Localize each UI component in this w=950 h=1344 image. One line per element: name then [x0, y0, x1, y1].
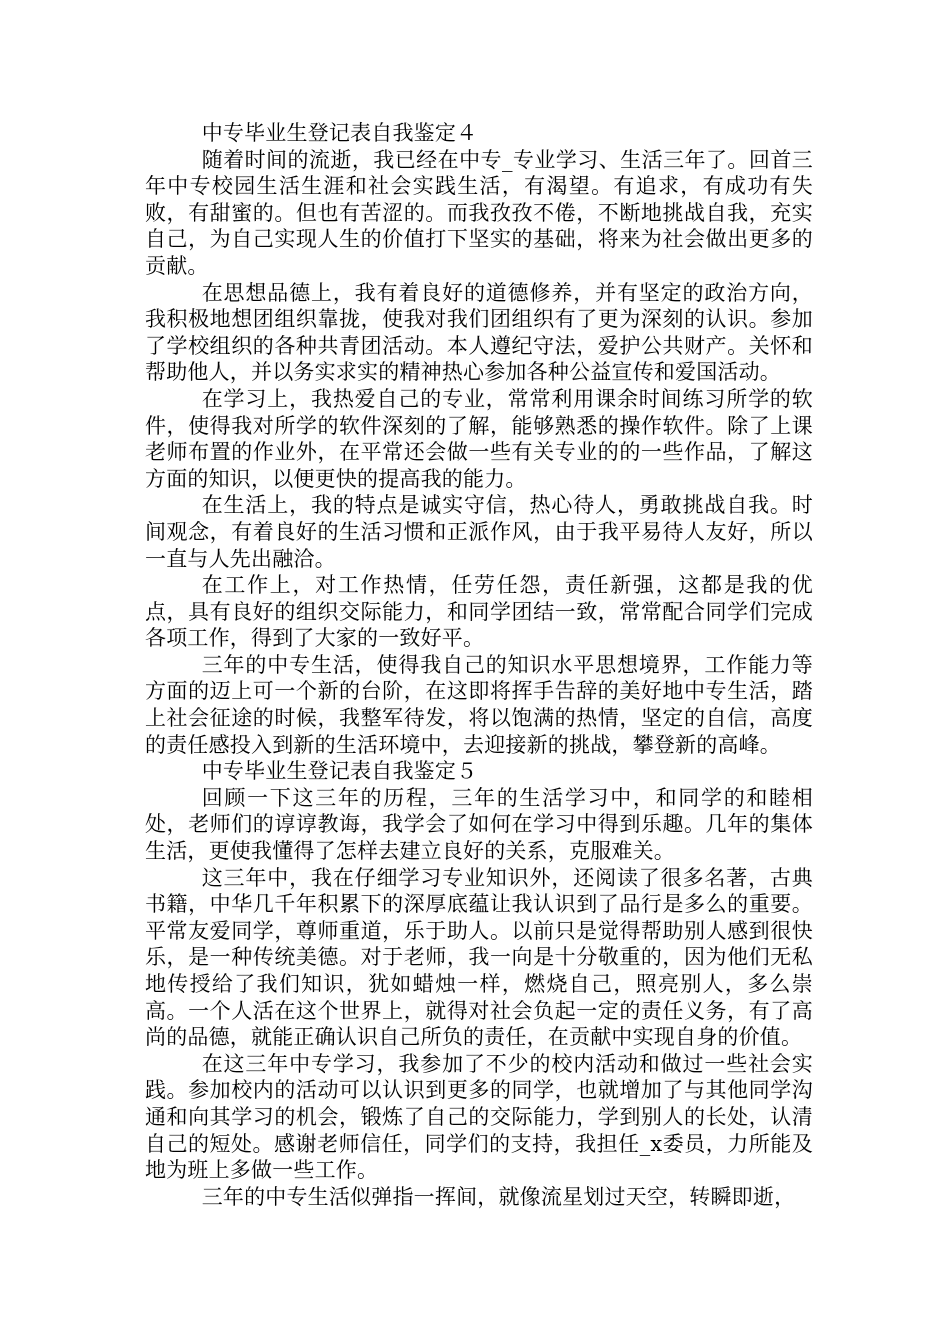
paragraph: 在这三年中专学习，我参加了不少的校内活动和做过一些社会实践。参加校内的活动可以认识到更多的同学，也就增加了与其他同学沟通和向其学习的机会，锻炼了自己的交际能力，学到别人的长处，认清自己的短处。感谢老师信任，同学们的支持，我担任_x委员，力所能及地为班上多做一些工作。	[145, 1051, 813, 1183]
paragraph: 在工作上，对工作热情，任劳任怨，责任新强，这都是我的优点，具有良好的组织交际能力，和同学团结一致，常常配合同学们完成各项工作，得到了大家的一致好平。	[145, 573, 813, 651]
paragraph: 在生活上，我的特点是诚实守信，热心待人，勇敢挑战自我。时间观念，有着良好的生活习惯和正派作风，由于我平易待人友好，所以一直与人先出融洽。	[145, 493, 813, 571]
paragraph: 这三年中，我在仔细学习专业知识外，还阅读了很多名著，古典书籍，中华几千年积累下的深厚底蕴让我认识到了品行是多么的重要。平常友爱同学，尊师重道，乐于助人。以前只是觉得帮助别人感到很快乐，是一种传统美德。对于老师，我一向是十分敬重的，因为他们无私地传授给了我们知识，犹如蜡烛一样，燃烧自己，照亮别人，多么崇高。一个人活在这个世界上，就得对社会负起一定的责任义务，有了高尚的品德，就能正确认识自己所负的责任，在贡献中实现自身的价值。	[145, 865, 813, 1050]
section-heading: 中专毕业生登记表自我鉴定４	[201, 121, 478, 145]
paragraph: 在思想品德上，我有着良好的道德修养，并有坚定的政治方向，我积极地想团组织靠拢，使我对我们团组织有了更为深刻的认识。参加了学校组织的各种共青团活动。本人遵纪守法，爱护公共财产。关怀和帮助他人，并以务实求实的精神热心参加各种公益宣传和爱国活动。	[145, 280, 813, 385]
document-body	[145, 120, 813, 1210]
paragraph: 随着时间的流逝，我已经在中专_专业学习、生活三年了。回首三年中专校园生活生涯和社会实践生活，有渴望。有追求，有成功有失败，有甜蜜的。但也有苦涩的。而我孜孜不倦，不断地挑战自我，充实自己，为自己实现人生的价值打下坚实的基础，将来为社会做出更多的贡献。	[145, 147, 813, 278]
paragraph: 三年的中专生活，使得我自己的知识水平思想境界，工作能力等方面的迈上可一个新的台阶，在这即将挥手告辞的美好地中专生活，踏上社会征途的时候，我整军待发，将以饱满的热情，坚定的自信，高度的责任感投入到新的生活环境中，去迎接新的挑战，攀登新的高峰。	[145, 652, 813, 757]
paragraph: 三年的中专生活似弹指一挥间，就像流星划过天空，转瞬即逝，	[201, 1184, 796, 1209]
paragraph: 在学习上，我热爱自己的专业，常常利用课余时间练习所学的软件，使得我对所学的软件深刻的了解，能够熟悉的操作软件。除了上课老师布置的作业外，在平常还会做一些有关专业的的一些作品，了解这方面的知识，以便更快的提高我的能力。	[145, 386, 813, 491]
section-heading: 中专毕业生登记表自我鉴定５	[201, 759, 478, 784]
paragraph: 回顾一下这三年的历程，三年的生活学习中，和同学的和睦相处，老师们的谆谆教诲，我学会了如何在学习中得到乐趣。几年的集体生活，更使我懂得了怎样去建立良好的关系，克服难关。	[145, 785, 813, 864]
